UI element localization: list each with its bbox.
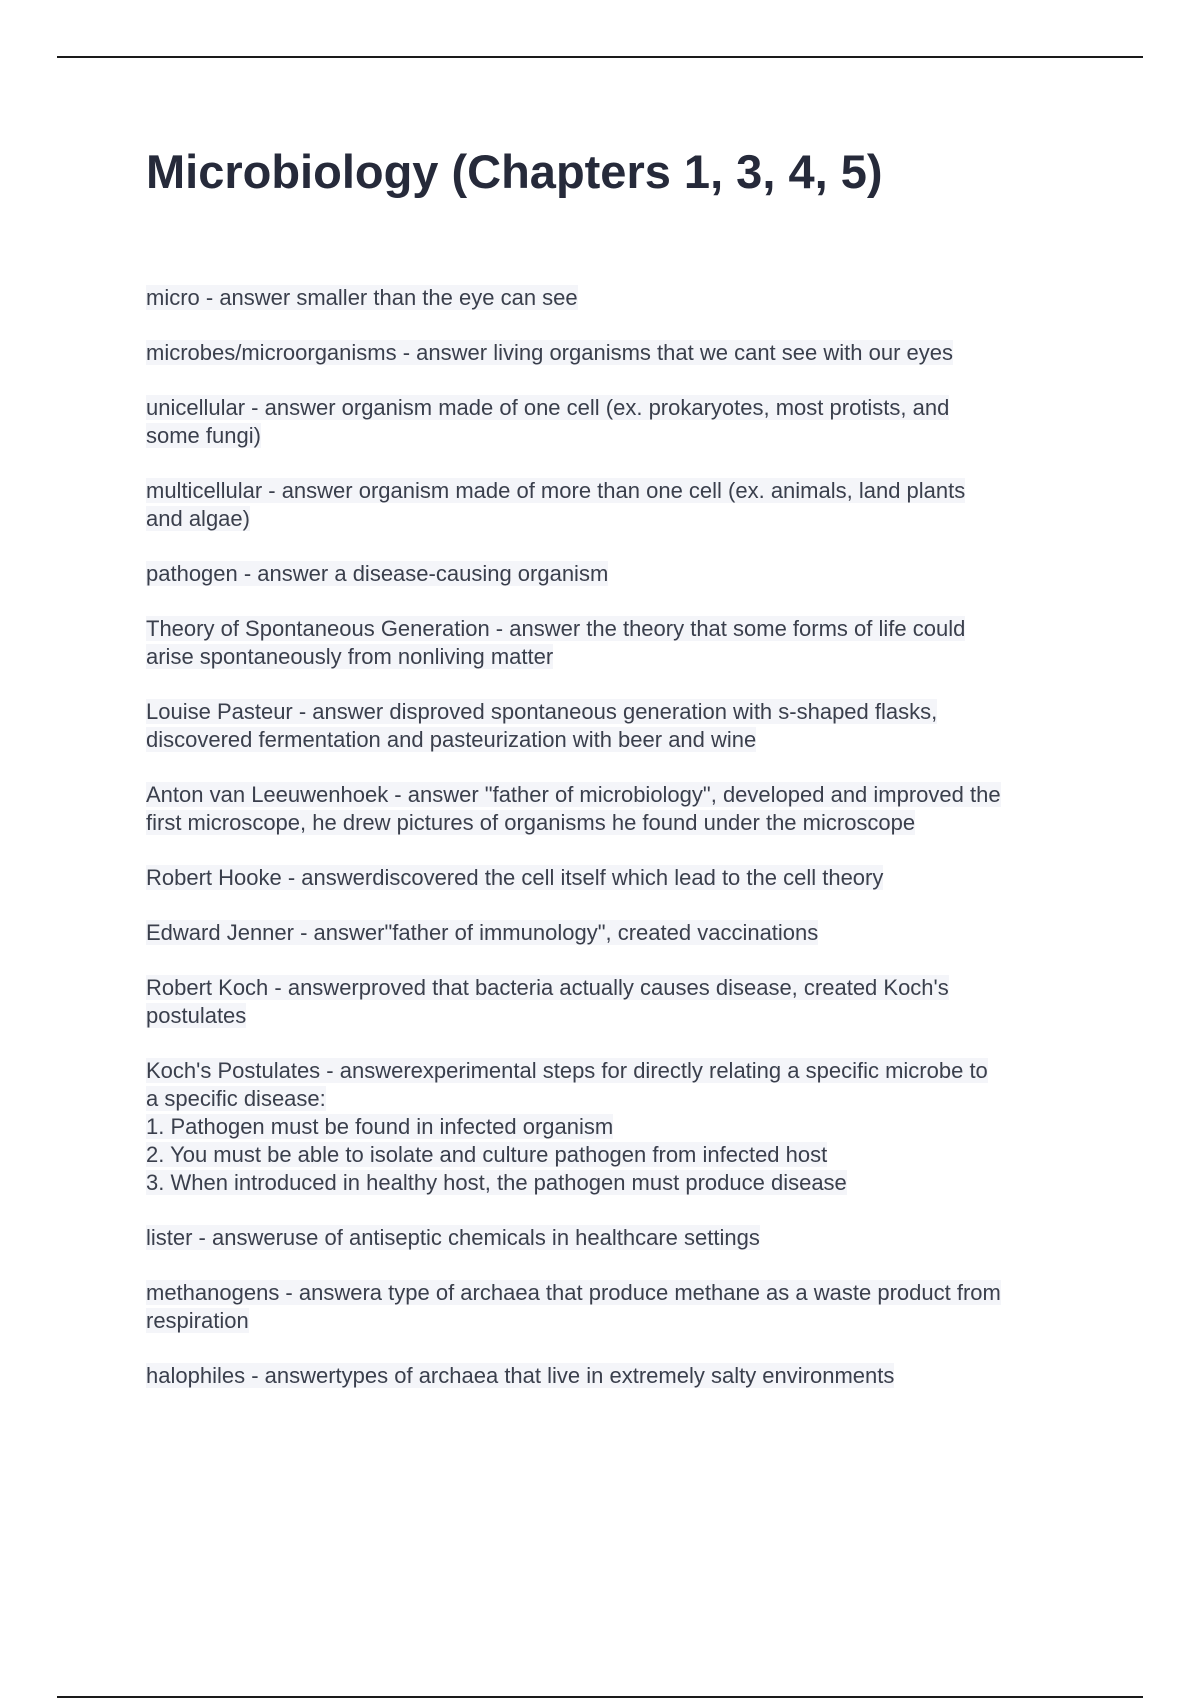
entry-line: Edward Jenner - answer"father of immunology", created vaccinations: [146, 920, 819, 945]
list-item: [146, 394, 1086, 450]
entry-line: lister - answeruse of antiseptic chemicals in healthcare settings: [146, 1225, 760, 1250]
top-rule: [57, 56, 1143, 58]
entry-line: pathogen - answer a disease-causing organism: [146, 561, 609, 586]
entry-line: microbes/microorganisms - answer living organisms that we cant see with our eyes: [146, 340, 953, 365]
entry-line: some fungi): [146, 423, 261, 448]
entry-line: Anton van Leeuwenhoek - answer "father of microbiology", developed and improved the: [146, 782, 1001, 807]
list-item: [146, 1224, 1086, 1252]
list-item: [146, 560, 1086, 588]
entry-line: discovered fermentation and pasteurization with beer and wine: [146, 727, 757, 752]
list-item: [146, 477, 1086, 533]
list-item: [146, 781, 1086, 837]
entry-line: 3. When introduced in healthy host, the pathogen must produce disease: [146, 1170, 847, 1195]
entry-line: methanogens - answera type of archaea that produce methane as a waste product from: [146, 1280, 1001, 1305]
list-item: [146, 698, 1086, 754]
entry-line: Koch's Postulates - answerexperimental steps for directly relating a specific microbe to: [146, 1058, 988, 1083]
entry-line: respiration: [146, 1308, 249, 1333]
list-item: [146, 1362, 1086, 1390]
entry-line: first microscope, he drew pictures of organisms he found under the microscope: [146, 810, 916, 835]
list-item: [146, 864, 1086, 892]
list-item: [146, 339, 1086, 367]
page-title: Microbiology (Chapters 1, 3, 4, 5): [146, 145, 883, 198]
entry-line: postulates: [146, 1003, 247, 1028]
bottom-rule: [57, 1696, 1143, 1698]
entry-line: and algae): [146, 506, 250, 531]
list-item: [146, 919, 1086, 947]
list-item: [146, 1057, 1086, 1197]
entry-line: micro - answer smaller than the eye can see: [146, 285, 578, 310]
list-item: [146, 1279, 1086, 1335]
entry-line: Theory of Spontaneous Generation - answer the theory that some forms of life could: [146, 616, 966, 641]
entry-line: halophiles - answertypes of archaea that live in extremely salty environments: [146, 1363, 895, 1388]
entry-line: multicellular - answer organism made of more than one cell (ex. animals, land plants: [146, 478, 966, 503]
entry-line: unicellular - answer organism made of one cell (ex. prokaryotes, most protists, and: [146, 395, 950, 420]
list-item: [146, 284, 1086, 312]
flashcard-list: [146, 284, 1086, 1417]
entry-line: Robert Koch - answerproved that bacteria actually causes disease, created Koch's: [146, 975, 949, 1000]
entry-line: Louise Pasteur - answer disproved spontaneous generation with s-shaped flasks,: [146, 699, 938, 724]
entry-line: a specific disease:: [146, 1086, 326, 1111]
entry-line: 1. Pathogen must be found in infected organism: [146, 1114, 614, 1139]
list-item: [146, 615, 1086, 671]
list-item: [146, 974, 1086, 1030]
entry-line: 2. You must be able to isolate and culture pathogen from infected host: [146, 1142, 828, 1167]
entry-line: Robert Hooke - answerdiscovered the cell itself which lead to the cell theory: [146, 865, 884, 890]
entry-line: arise spontaneously from nonliving matter: [146, 644, 554, 669]
